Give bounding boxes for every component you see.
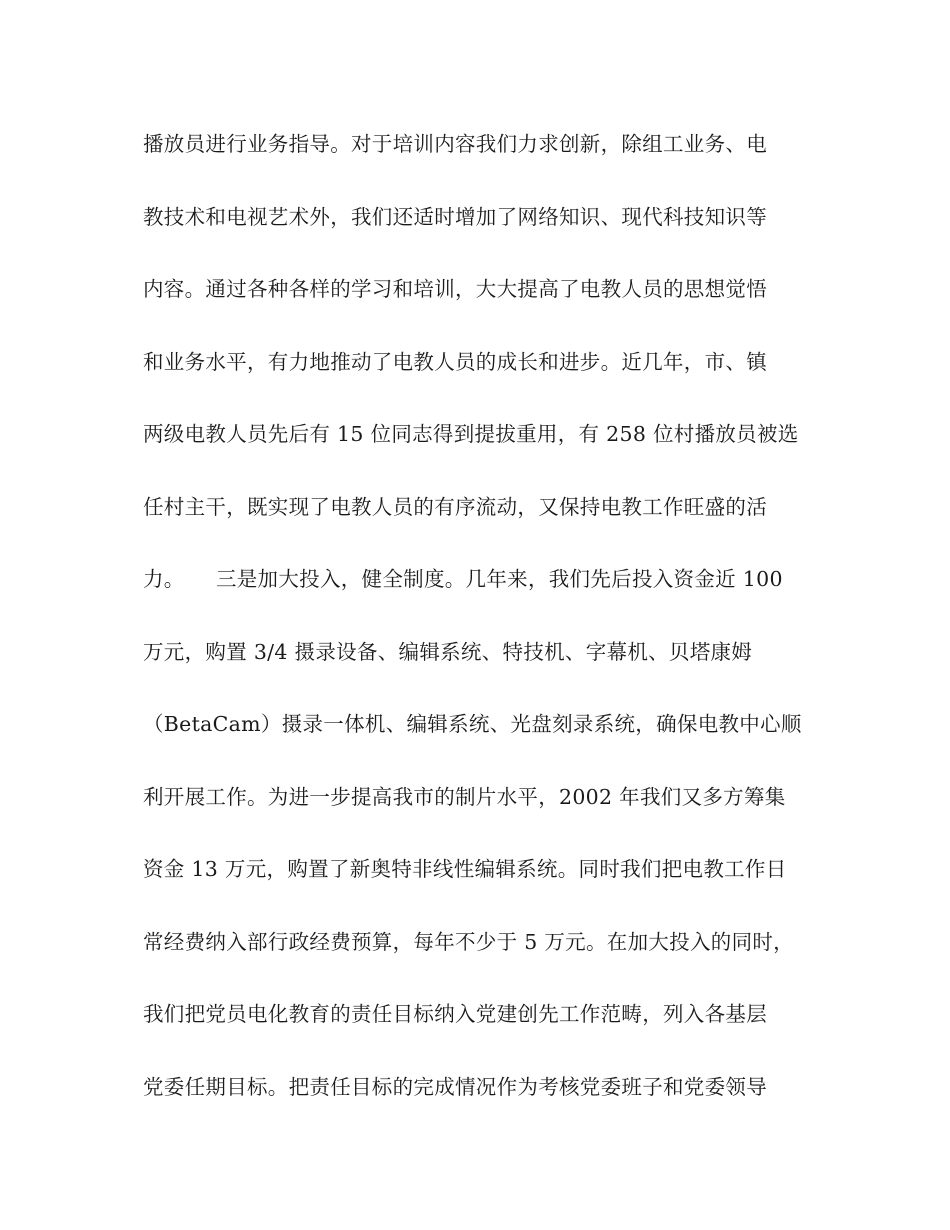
text-line: 任村主干，既实现了电教人员的有序流动，又保持电教工作旺盛的活 (143, 494, 767, 519)
text-line: 我们把党员电化教育的责任目标纳入党建创先工作范畴，列入各基层 (143, 1002, 767, 1026)
text-line: 力。 三是加大投入，健全制度。几年来，我们先后投入资金近 100 (143, 567, 783, 591)
text-line: 教技术和电视艺术外，我们还适时增加了网络知识、现代科技知识等 (143, 204, 767, 229)
text-line: 资金 13 万元，购置了新奥特非线性编辑系统。同时我们把电教工作日 (143, 857, 787, 881)
text-line: 常经费纳入部行政经费预算，每年不少于 5 万元。在加大投入的同时， (143, 929, 794, 954)
text-line: 党委任期目标。把责任目标的完成情况作为考核党委班子和党委领导 (143, 1074, 767, 1099)
text-line: 和业务水平，有力地推动了电教人员的成长和进步。近几年，市、镇 (143, 349, 767, 374)
text-line: 播放员进行业务指导。对于培训内容我们力求创新，除组工业务、电 (143, 132, 767, 156)
text-line: 利开展工作。为进一步提高我市的制片水平，2002 年我们又多方筹集 (143, 784, 786, 809)
body-text (143, 124, 823, 1139)
text-line: 万元，购置 3/4 摄录设备、编辑系统、特技机、字幕机、贝塔康姆 (143, 639, 753, 664)
text-line: （BetaCam）摄录一体机、编辑系统、光盘刻录系统，确保电教中心顺 (143, 712, 802, 736)
text-line: 内容。通过各种各样的学习和培训，大大提高了电教人员的思想觉悟 (143, 277, 767, 301)
text-line: 两级电教人员先后有 15 位同志得到提拔重用，有 258 位村播放员被选 (143, 422, 799, 446)
